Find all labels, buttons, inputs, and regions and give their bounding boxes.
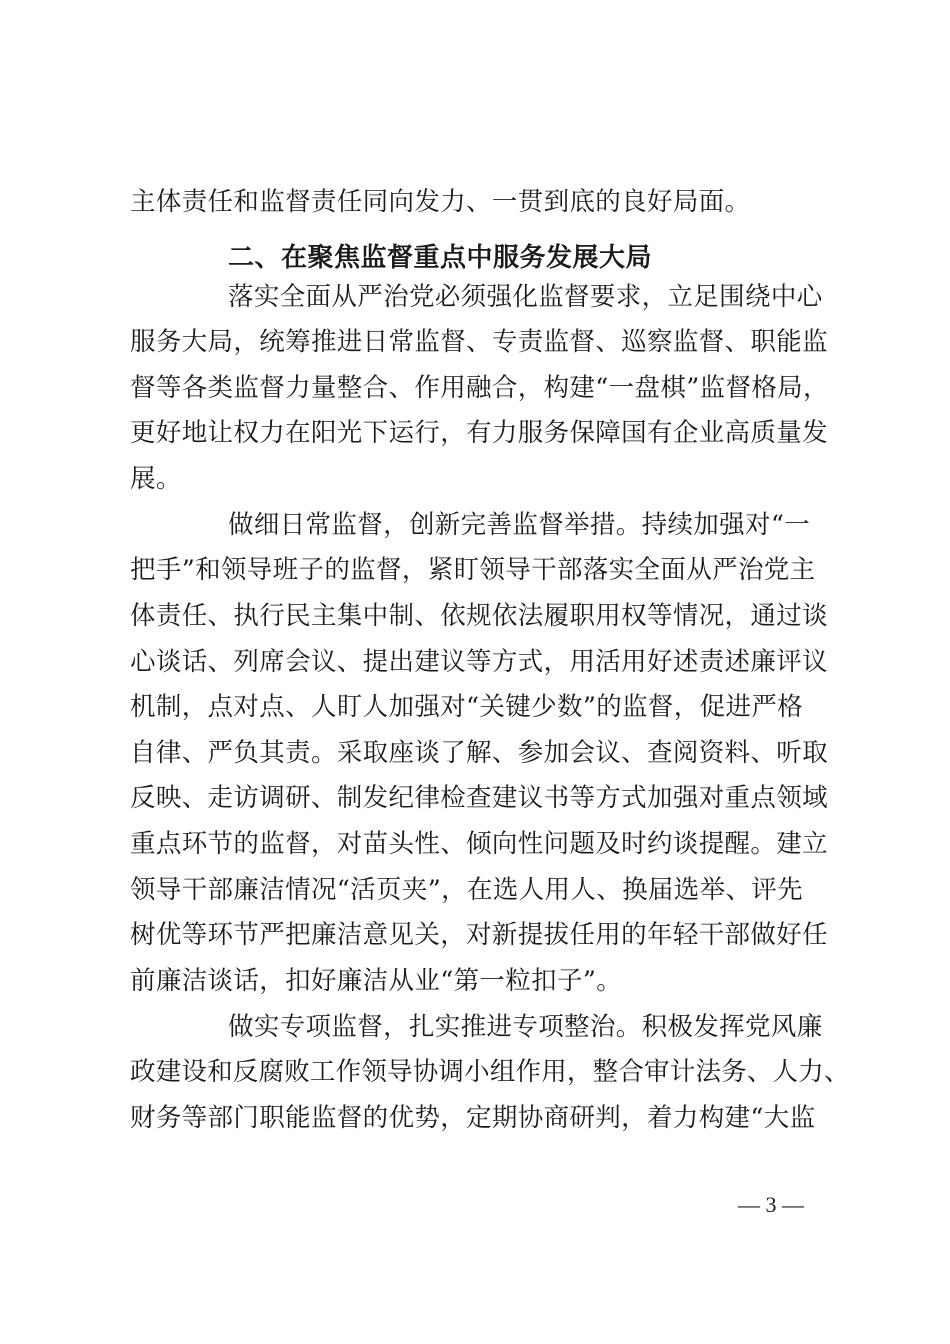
- para2-line-2: 把手”和领导班子的监督，紧盯领导干部落实全面从严治党主: [130, 555, 816, 585]
- para1-line-1: 落实全面从严治党必须强化监督要求，立足围绕中心: [228, 282, 823, 312]
- para3-line-2: 政建设和反腐败工作领导协调小组作用，整合审计法务、人力、: [130, 1057, 850, 1087]
- para2-line-7: 反映、走访调研、制发纪律检查建议书等方式加强对重点领域: [130, 783, 828, 813]
- para1-line-3: 督等各类监督力量整合、作用融合，构建“一盘棋”监督格局，: [130, 373, 829, 403]
- para2-line-1: 做细日常监督，创新完善监督举措。持续加强对“一: [228, 510, 811, 540]
- para2-line-5: 机制，点对点、人盯人加强对“关键少数”的监督，促进严格: [130, 692, 804, 722]
- para3-line-3: 财务等部门职能监督的优势，定期协商研判，着力构建“大监: [130, 1103, 816, 1133]
- intro-line: 主体责任和监督责任同向发力、一贯到底的良好局面。: [130, 187, 751, 217]
- para1-line-4: 更好地让权力在阳光下运行，有力服务保障国有企业高质量发: [130, 418, 828, 448]
- para2-line-8: 重点环节的监督，对苗头性、倾向性问题及时约谈提醒。建立: [130, 829, 828, 859]
- para2-line-4: 心谈话、列席会议、提出建议等方式，用活用好述责述廉评议: [130, 647, 828, 677]
- page-number: — 3 —: [738, 1192, 804, 1217]
- para1-line-2: 服务大局，统筹推进日常监督、专责监督、巡察监督、职能监: [130, 327, 828, 357]
- para2-line-6: 自律、严负其责。采取座谈了解、参加会议、查阅资料、听取: [130, 738, 828, 768]
- para3-line-1: 做实专项监督，扎实推进专项整治。积极发挥党风廉: [228, 1012, 823, 1042]
- para2-line-3: 体责任、执行民主集中制、依规依法履职用权等情况，通过谈: [130, 601, 828, 631]
- para2-line-9: 领导干部廉洁情况“活页夹”，在选人用人、换届选举、评先: [130, 875, 804, 905]
- para1-line-5: 展。: [130, 464, 182, 494]
- section-heading: 二、在聚焦监督重点中服务发展大局: [228, 243, 653, 273]
- para2-line-11: 前廉洁谈话，扣好廉洁从业“第一粒扣子”。: [130, 966, 623, 996]
- para2-line-10: 树优等环节严把廉洁意见关，对新提拔任用的年轻干部做好任: [130, 920, 828, 950]
